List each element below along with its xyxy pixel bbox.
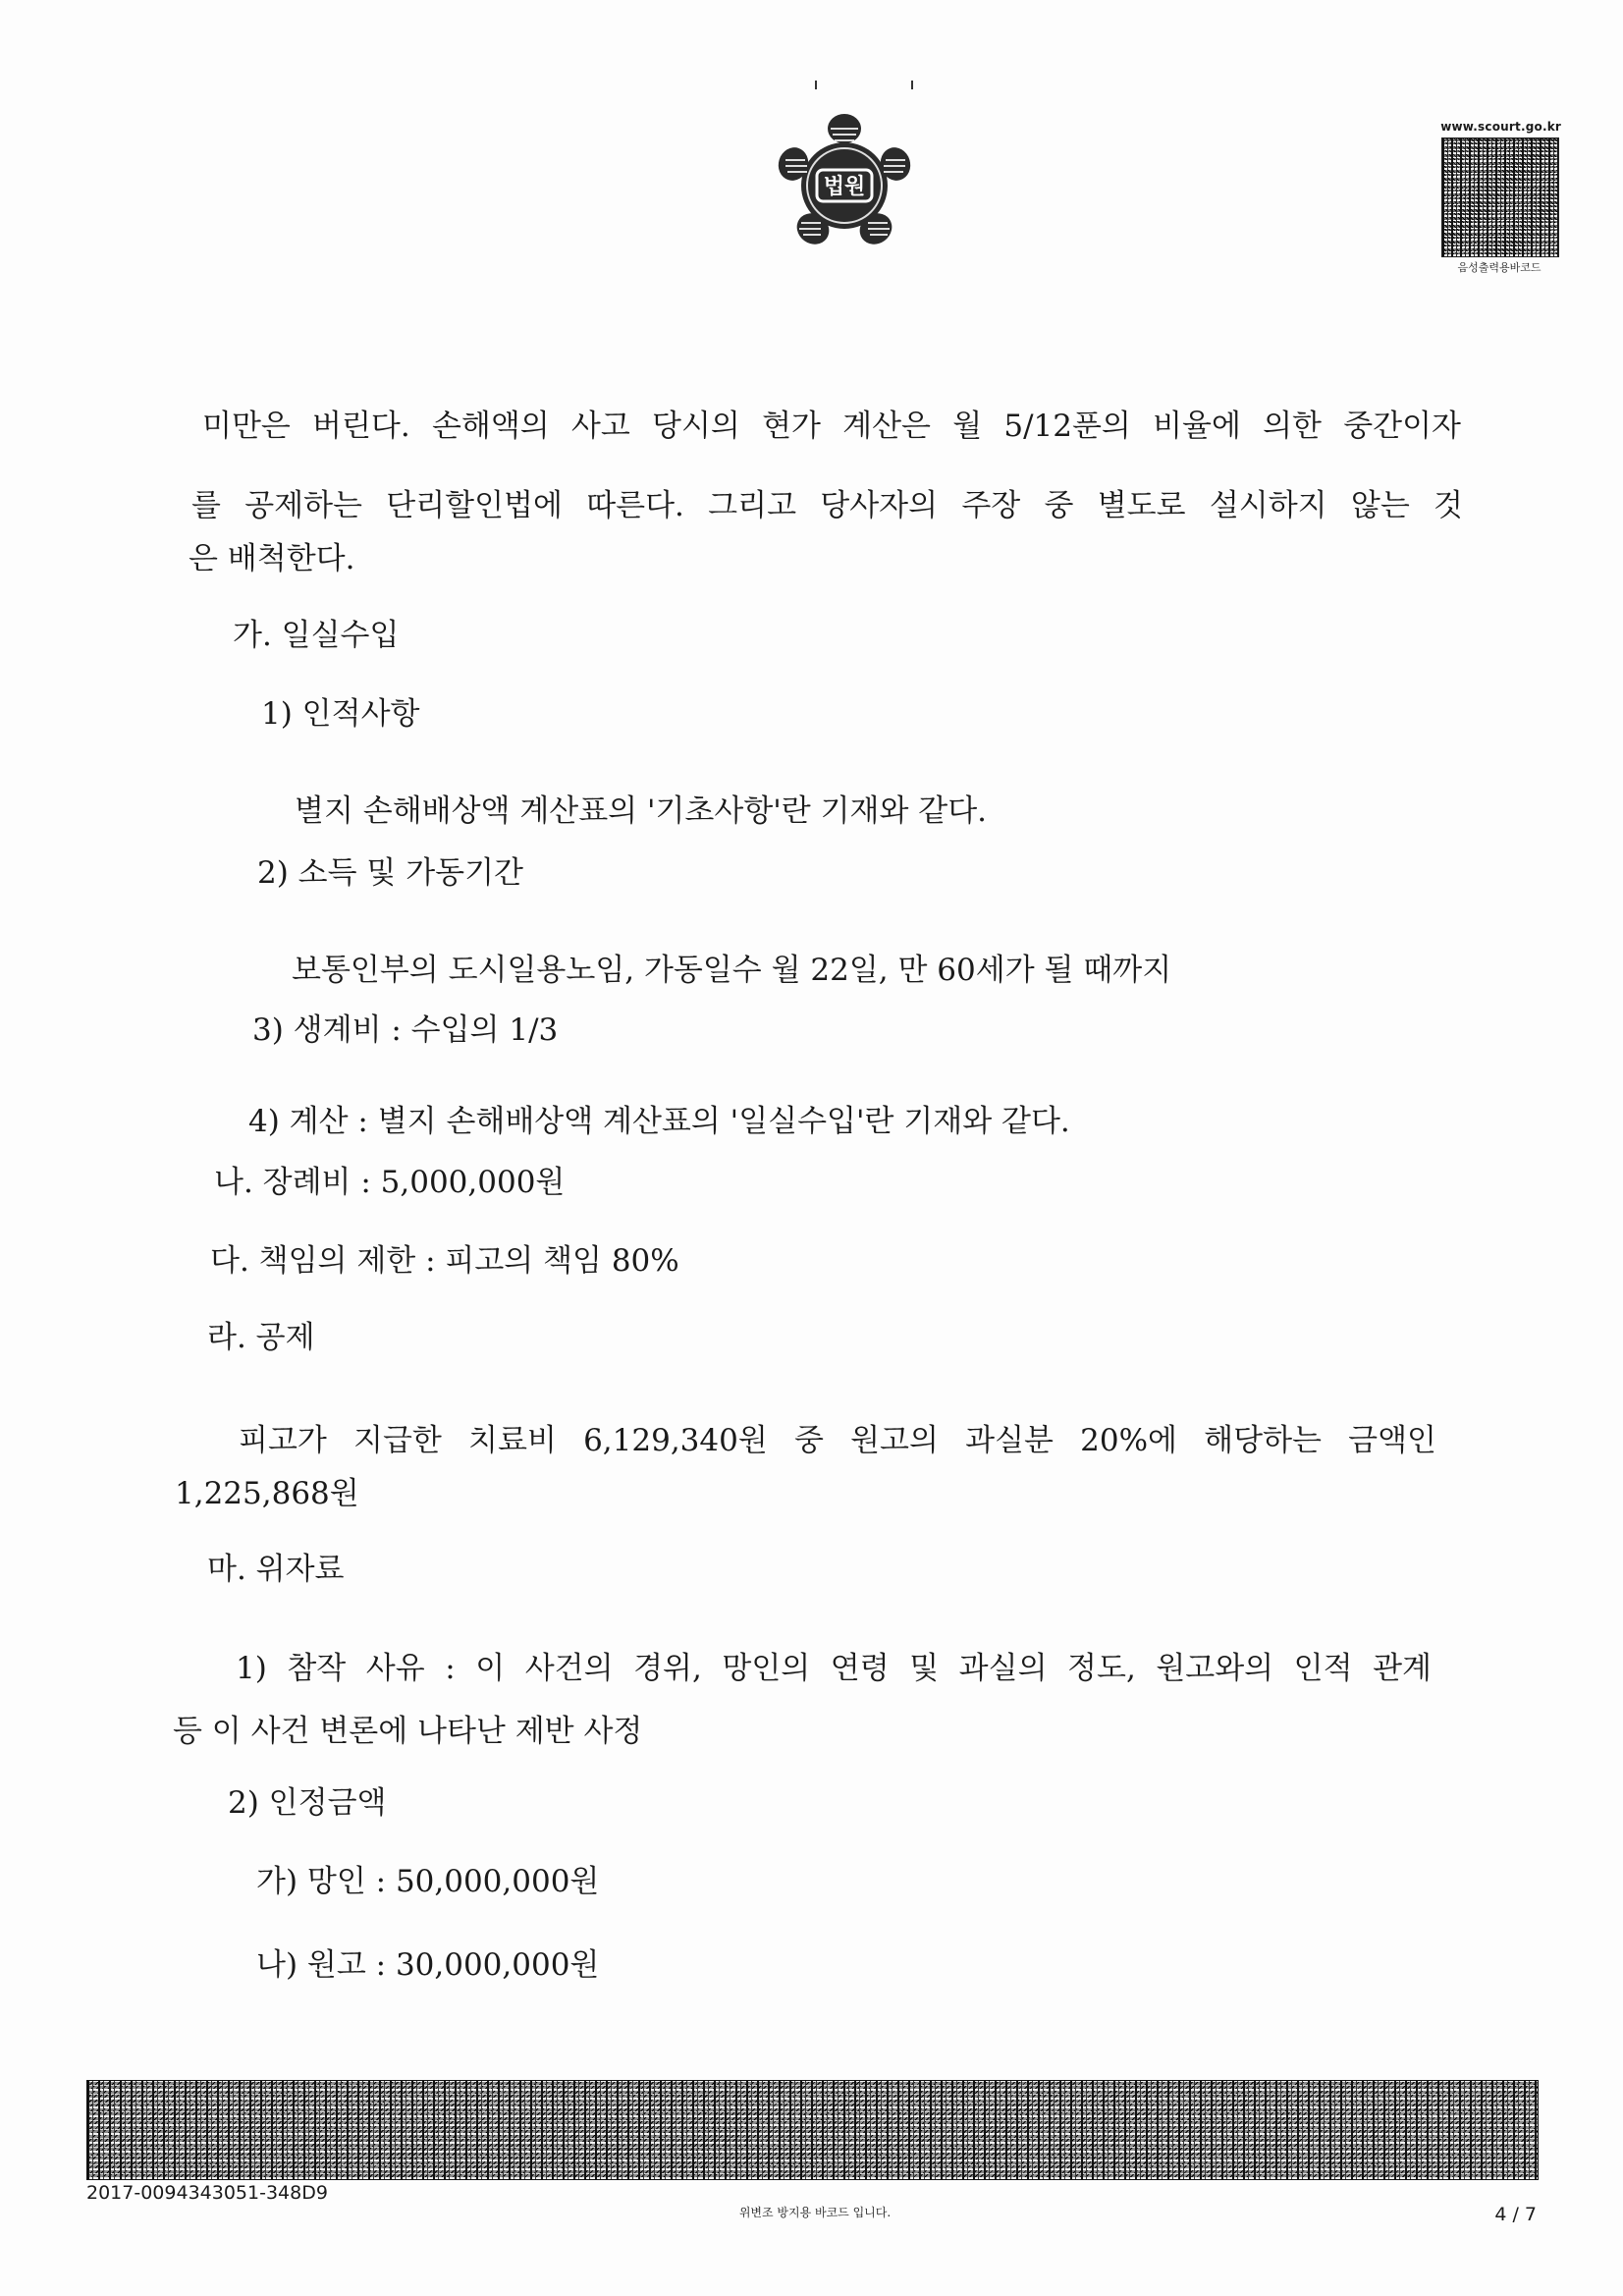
scan-mark (911, 81, 913, 89)
body-line: 등 이 사건 변론에 나타난 제반 사정 (173, 1714, 643, 1749)
section-heading: 나. 장례비 : 5,000,000원 (214, 1165, 566, 1200)
barcode-note: 위변조 방지용 바코드 입니다. (738, 2206, 892, 2219)
qr-caption: 음성출력용바코드 (1457, 261, 1542, 274)
body-line: 를 공제하는 단리할인법에 따른다. 그리고 당사자의 주장 중 별도로 설시하지 않는 것 (191, 488, 1463, 523)
body-line: 미만은 버린다. 손해액의 사고 당시의 현가 계산은 월 5/12푼의 비율에 의한 중간이자 (202, 409, 1461, 444)
anti-forgery-barcode (86, 2080, 1539, 2180)
subsection-heading: 2) 소득 및 가동기간 (257, 855, 524, 891)
section-heading: 라. 공제 (207, 1320, 315, 1355)
qr-url: www.scourt.go.kr (1440, 120, 1561, 134)
body-line: 보통인부의 도시일용노임, 가동일수 월 22일, 만 60세가 될 때까지 (292, 953, 1172, 988)
body-line: 가) 망인 : 50,000,000원 (256, 1864, 600, 1899)
subsection-heading: 1) 인적사항 (261, 696, 420, 732)
emblem-label: 법원 (823, 175, 866, 199)
section-heading: 가. 일실수입 (233, 618, 400, 653)
section-heading: 다. 책임의 제한 : 피고의 책임 80% (210, 1243, 679, 1279)
page-number: 4 / 7 (1494, 2204, 1537, 2225)
body-line: 나) 원고 : 30,000,000원 (256, 1947, 600, 1983)
subsection-heading: 4) 계산 : 별지 손해배상액 계산표의 '일실수입'란 기재와 같다. (248, 1104, 1070, 1139)
voice-output-qr-code (1441, 137, 1559, 257)
body-line: 1,225,868원 (175, 1476, 359, 1511)
court-emblem-icon (772, 113, 917, 258)
body-line: 1) 참작 사유 : 이 사건의 경위, 망인의 연령 및 과실의 정도, 원고와의 인적 관계 (236, 1651, 1432, 1686)
scan-mark (815, 81, 817, 89)
body-line: 피고가 지급한 치료비 6,129,340원 중 원고의 과실분 20%에 해당하는 금액인 (239, 1423, 1436, 1458)
body-line: 은 배척한다. (189, 541, 355, 576)
subsection-heading: 2) 인정금액 (228, 1785, 387, 1821)
document-id: 2017-0094343051-348D9 (86, 2182, 328, 2204)
subsection-heading: 3) 생계비 : 수입의 1/3 (252, 1012, 559, 1048)
section-heading: 마. 위자료 (207, 1552, 345, 1587)
body-line: 별지 손해배상액 계산표의 '기초사항'란 기재와 같다. (295, 793, 988, 829)
